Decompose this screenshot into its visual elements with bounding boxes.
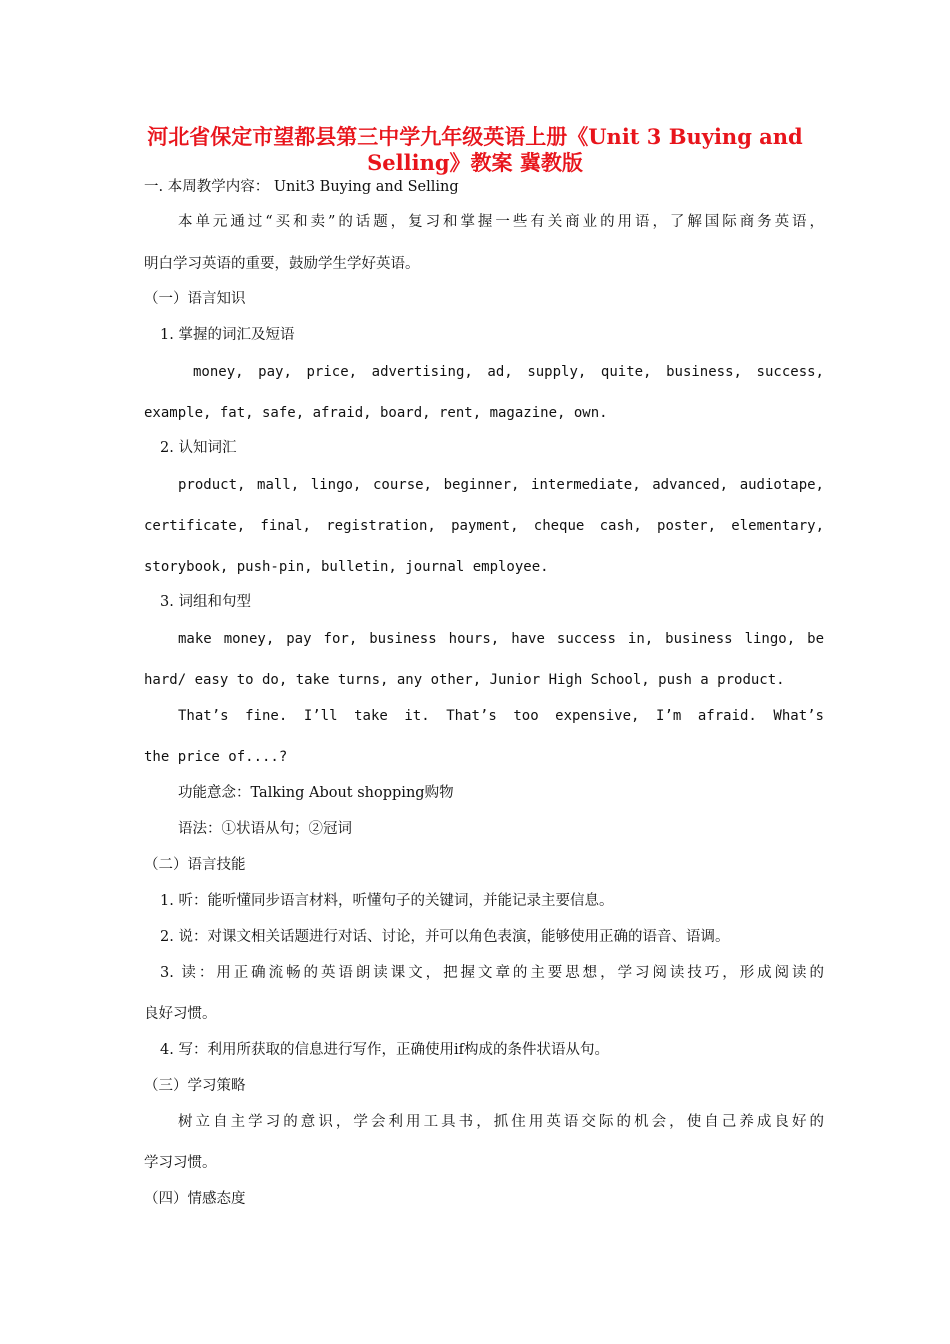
vocabulary-line-1: money, pay, price, advertising, ad, supply, quite, business, success, [193,364,824,380]
grammar: 语法：①状语从句；②冠词 [178,821,352,837]
skill-reading-line-1: 3. 读：用正确流畅的英语朗读课文，把握文章的主要思想，学习阅读技巧，形成阅读的 [160,965,824,981]
heading-learning-strategy: （三）学习策略 [144,1078,246,1094]
sentences-line-2: the price of....? [144,749,288,765]
heading-language-skills: （二）语言技能 [144,857,246,873]
skill-writing: 4. 写：利用所获取的信息进行写作，正确使用if构成的条件状语从句。 [160,1042,609,1058]
title-line-1: 河北省保定市望都县第三中学九年级英语上册《Unit 3 Buying and [147,124,803,149]
strategy-line-1: 树立自主学习的意识，学会利用工具书，抓住用英语交际的机会，使自己养成良好的 [178,1114,824,1130]
document-title [120,124,830,176]
item-recognition-heading: 2. 认知词汇 [160,440,237,456]
intro-paragraph-line-2: 明白学习英语的重要，鼓励学生学好英语。 [144,256,420,272]
item-phrases-heading: 3. 词组和句型 [160,594,251,610]
recognition-line-2: certificate, final, registration, payment, cheque cash, poster, elementary, [144,518,824,534]
vocabulary-line-2: example, fat, safe, afraid, board, rent, magazine, own. [144,405,608,421]
strategy-line-2: 学习习惯。 [144,1155,217,1171]
intro-paragraph-line-1: 本单元通过“买和卖”的话题，复习和掌握一些有关商业的用语，了解国际商务英语， [178,214,824,230]
title-line-2: Selling》教案 冀教版 [367,150,583,175]
skill-listening: 1. 听：能听懂同步语言材料，听懂句子的关键词，并能记录主要信息。 [160,893,614,909]
section-heading-content: 一. 本周教学内容： Unit3 Buying and Selling [144,179,459,195]
phrases-line-1: make money, pay for, business hours, have success in, business lingo, be [178,631,824,647]
recognition-line-3: storybook, push-pin, bulletin, journal employee. [144,559,549,575]
function-notion: 功能意念：Talking About shopping购物 [178,785,454,801]
sentences-line-1: That’s fine. I’ll take it. That’s too expensive, I’m afraid. What’s [178,708,824,724]
skill-speaking: 2. 说：对课文相关话题进行对话、讨论，并可以角色表演，能够使用正确的语音、语调。 [160,929,730,945]
skill-reading-line-2: 良好习惯。 [144,1006,217,1022]
recognition-line-1: product, mall, lingo, course, beginner, intermediate, advanced, audiotape, [178,477,824,493]
heading-language-knowledge: （一）语言知识 [144,291,246,307]
item-vocabulary-heading: 1. 掌握的词汇及短语 [160,327,295,343]
phrases-line-2: hard/ easy to do, take turns, any other, Junior High School, push a product. [144,672,785,688]
heading-emotional-attitude: （四）情感态度 [144,1191,246,1207]
